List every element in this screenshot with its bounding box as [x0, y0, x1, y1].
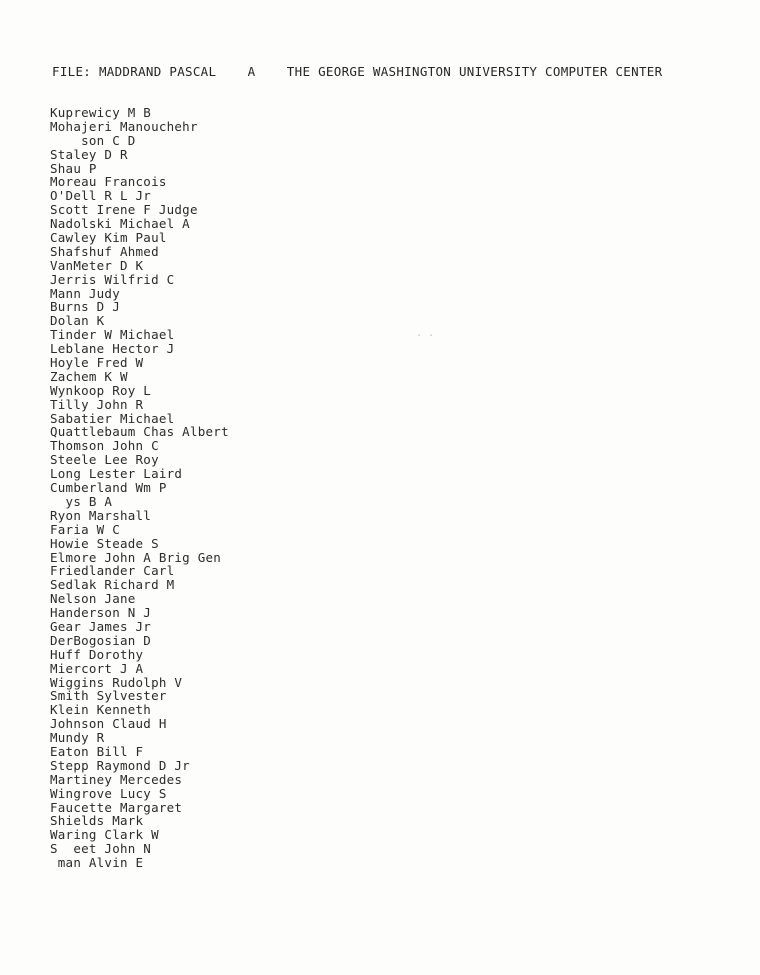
- name-entry: Moreau Francois: [50, 174, 167, 190]
- name-entry: Elmore John A Brig Gen: [50, 549, 222, 565]
- name-entry: Steele Lee Roy: [50, 452, 159, 468]
- name-entry: Sabatier Michael: [50, 410, 175, 426]
- name-entry: Shafshuf Ahmed: [50, 243, 159, 259]
- name-entry: Waring Clark W: [50, 827, 159, 843]
- name-entry: Handerson N J: [50, 605, 152, 621]
- name-entry: Martiney Mercedes: [50, 771, 183, 787]
- name-entry: Gear James Jr: [50, 618, 152, 634]
- name-entry: Leblane Hector J: [50, 341, 175, 357]
- name-entry: Nadolski Michael A: [50, 216, 190, 232]
- name-entry: Eaton Bill F: [50, 743, 144, 759]
- name-entry: Cumberland Wm P: [50, 480, 167, 496]
- name-entry: Hoyle Fred W: [50, 355, 144, 371]
- name-entry: S eet John N: [50, 841, 152, 857]
- name-entry: Jerris Wilfrid C: [50, 271, 175, 287]
- name-entry: Mundy R: [50, 730, 105, 746]
- name-entry: Wynkoop Roy L: [50, 382, 152, 398]
- stray-marks: ..: [416, 328, 441, 339]
- name-entry: Long Lester Laird: [50, 466, 183, 482]
- name-entry: Ryon Marshall: [50, 507, 152, 523]
- section-letter: A: [247, 64, 256, 79]
- institution-title: THE GEORGE WASHINGTON UNIVERSITY COMPUTER CENTER: [286, 64, 663, 79]
- name-entry: Shields Mark: [50, 813, 144, 829]
- name-entry: Wiggins Rudolph V: [50, 674, 183, 690]
- name-entry: Smith Sylvester: [50, 688, 167, 704]
- name-entry: Cawley Kim Paul: [50, 230, 167, 246]
- name-entry: O'Dell R L Jr: [50, 188, 152, 204]
- name-entry: Miercort J A: [50, 660, 144, 676]
- name-entry: Friedlander Carl: [50, 563, 175, 579]
- name-entry: son C D: [50, 132, 136, 148]
- name-entry: man Alvin E: [50, 855, 144, 871]
- file-label: FILE: MADDRAND PASCAL: [52, 64, 217, 79]
- name-entry: Staley D R: [50, 146, 128, 162]
- name-entry: Zachem K W: [50, 368, 128, 384]
- name-entry: Quattlebaum Chas Albert: [50, 424, 229, 440]
- name-entry: Stepp Raymond D Jr: [50, 757, 190, 773]
- name-entry: Huff Dorothy: [50, 646, 144, 662]
- name-entry: Tinder W Michael: [50, 327, 175, 343]
- name-entry: DerBogosian D: [50, 632, 152, 648]
- name-entry: Scott Irene F Judge: [50, 202, 198, 218]
- name-entry: Sedlak Richard M: [50, 577, 175, 593]
- name-entry: ys B A: [50, 493, 113, 509]
- name-entry: Nelson Jane: [50, 591, 136, 607]
- page-header: [52, 64, 662, 79]
- name-entry: Dolan K: [50, 313, 105, 329]
- name-entry: Faucette Margaret: [50, 799, 183, 815]
- name-entry: Wingrove Lucy S: [50, 785, 167, 801]
- name-entry: Howie Steade S: [50, 535, 159, 551]
- name-entry: Johnson Claud H: [50, 716, 167, 732]
- name-entry: Burns D J: [50, 299, 120, 315]
- name-entry: VanMeter D K: [50, 257, 144, 273]
- name-entry: Kuprewicy M B: [50, 105, 152, 120]
- name-entry: Mann Judy: [50, 285, 120, 301]
- name-entry: Shau P: [50, 160, 97, 176]
- name-entry: Mohajeri Manouchehr: [50, 118, 198, 134]
- name-entry: Klein Kenneth: [50, 702, 152, 718]
- name-entry: Thomson John C: [50, 438, 159, 454]
- name-entry: Faria W C: [50, 521, 120, 537]
- name-list: [50, 106, 229, 870]
- name-entry: Tilly John R: [50, 396, 144, 412]
